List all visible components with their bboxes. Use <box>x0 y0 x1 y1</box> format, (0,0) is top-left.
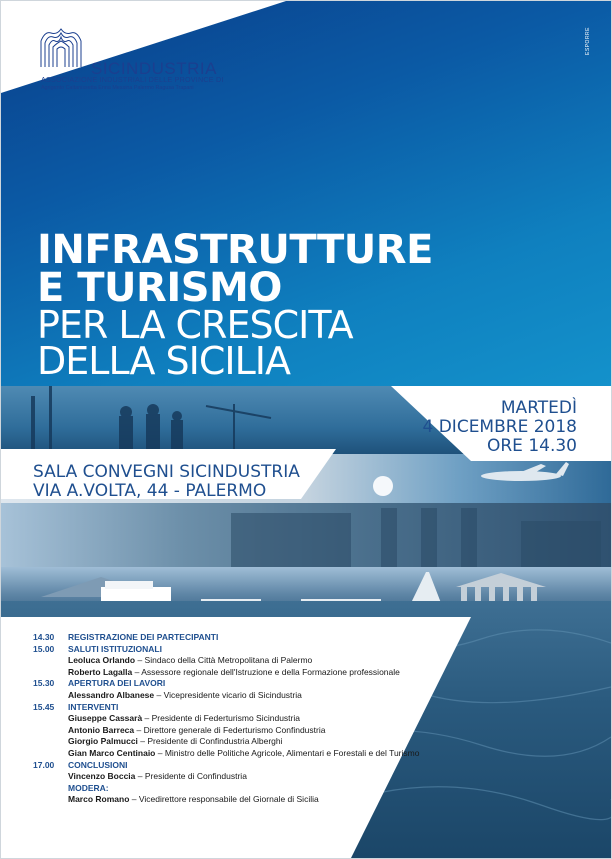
title-line-4: DELLA SICILIA <box>37 339 290 383</box>
speaker-role: – Direttore generale di Federturismo Confindustria <box>134 724 326 735</box>
vertical-credit: ESPORRE <box>585 27 591 55</box>
brand-name: SICINDUSTRIA <box>91 59 217 78</box>
program-time: 15.00 <box>33 643 55 654</box>
speaker-name: Leoluca Orlando <box>68 655 136 666</box>
speaker-role: – Vicedirettore responsabile del Giornale di Sicilia <box>129 794 319 805</box>
speaker-name: Marco Romano <box>68 794 130 805</box>
program-schedule <box>33 632 493 806</box>
speaker-role: – Presidente di Confindustria <box>135 771 247 782</box>
speaker-name: Gian Marco Centinaio <box>68 747 156 758</box>
speaker-role: – Sindaco della Città Metropolitana di Palermo <box>135 655 313 666</box>
speaker-name: Antonio Barreca <box>68 724 135 735</box>
event-venue <box>33 463 300 501</box>
program-speaker <box>33 736 493 748</box>
program-time: 15.30 <box>33 678 55 689</box>
province-list: Agrigento Caltanissetta Enna Messina Palermo Ragusa Trapani <box>41 85 194 91</box>
program-heading: CONCLUSIONI <box>68 759 128 770</box>
program-time: 17.00 <box>33 759 55 770</box>
program-speaker <box>33 667 493 679</box>
speaker-role: – Vicepresidente vicario di Sicindustria <box>154 689 302 700</box>
speaker-name: Giorgio Palmucci <box>68 736 138 747</box>
event-date-text: 4 DICEMBRE 2018 <box>422 417 577 437</box>
event-date <box>423 399 578 456</box>
program-time: 15.45 <box>33 701 55 712</box>
association-name: ASSOCIAZIONE INDUSTRIALI DELLE PROVINCE DI <box>41 75 224 84</box>
venue-name: SALA CONVEGNI SICINDUSTRIA <box>33 462 300 482</box>
program-speaker <box>33 771 493 783</box>
speaker-role: – Ministro delle Politiche Agricole, Alimentari e Forestali e del Turismo <box>155 747 420 758</box>
program-speaker <box>33 655 493 667</box>
sicindustria-logo <box>33 27 223 107</box>
program-heading: INTERVENTI <box>68 701 119 712</box>
program-heading: MODERA: <box>68 782 109 793</box>
program-speaker <box>33 725 493 737</box>
program-section <box>33 644 493 656</box>
logo-mark-icon <box>37 27 89 71</box>
program-section <box>33 783 493 795</box>
event-day: MARTEDÌ <box>500 398 577 418</box>
speaker-name: Vincenzo Boccia <box>68 771 136 782</box>
event-time: ORE 14.30 <box>486 436 577 456</box>
speaker-name: Roberto Lagalla <box>68 666 133 677</box>
program-section <box>33 760 493 772</box>
program-section <box>33 632 493 644</box>
program-section <box>33 678 493 690</box>
program-speaker <box>33 690 493 702</box>
program-heading: SALUTI ISTITUZIONALI <box>68 643 162 654</box>
title-line-1: INFRASTRUTTURE <box>37 227 433 273</box>
program-speaker <box>33 748 493 760</box>
program-speaker <box>33 713 493 725</box>
speaker-role: – Presidente di Confindustria Alberghi <box>137 736 283 747</box>
program-heading: REGISTRAZIONE DEI PARTECIPANTI <box>68 632 219 642</box>
program-heading: APERTURA DEI LAVORI <box>68 678 166 689</box>
title-line-3: PER LA CRESCITA <box>37 303 353 347</box>
program-section <box>33 702 493 714</box>
speaker-name: Giuseppe Cassarà <box>68 713 143 724</box>
title-line-2: E TURISMO <box>37 265 282 311</box>
venue-address: VIA A.VOLTA, 44 - PALERMO <box>33 481 267 501</box>
program-speaker <box>33 794 493 806</box>
speaker-name: Alessandro Albanese <box>68 689 155 700</box>
program-time: 14.30 <box>33 632 55 642</box>
speaker-role: – Presidente di Federturismo Sicindustria <box>142 713 300 724</box>
event-title <box>37 227 433 383</box>
speaker-role: – Assessore regionale dell'Istruzione e della Formazione professionale <box>132 666 400 677</box>
